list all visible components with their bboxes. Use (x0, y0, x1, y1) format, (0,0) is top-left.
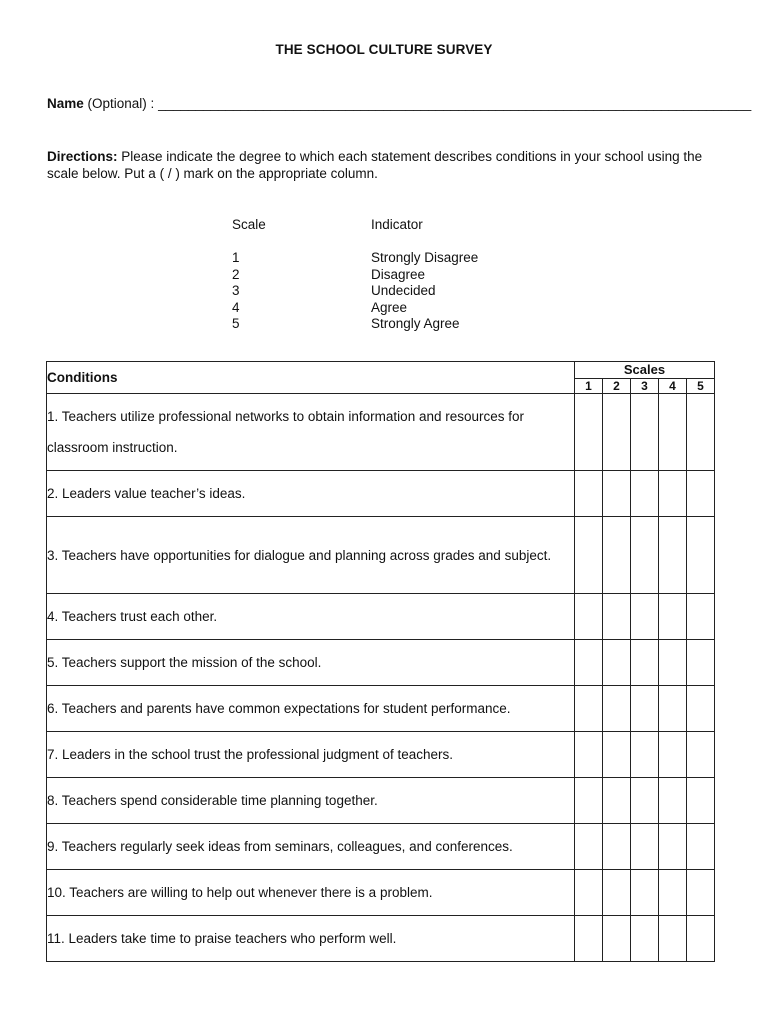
rating-box-3[interactable] (631, 916, 659, 962)
rating-box-3[interactable] (631, 394, 659, 471)
table-row (47, 517, 715, 594)
scale-number-header: 1 (575, 378, 603, 393)
table-header-row (47, 362, 715, 379)
rating-box-5[interactable] (687, 517, 715, 594)
rating-box-2[interactable] (603, 916, 631, 962)
rating-box-4[interactable] (659, 471, 687, 517)
rating-box-1[interactable] (575, 394, 603, 471)
rating-box-1[interactable] (575, 778, 603, 824)
statement-cell: 6. Teachers and parents have common expectations for student performance. (47, 686, 575, 732)
rating-box-4[interactable] (659, 916, 687, 962)
statement-cell: 7. Leaders in the school trust the professional judgment of teachers. (47, 732, 575, 778)
rating-box-3[interactable] (631, 517, 659, 594)
rating-box-2[interactable] (603, 517, 631, 594)
rating-box-2[interactable] (603, 640, 631, 686)
table-row (47, 686, 715, 732)
rating-box-5[interactable] (687, 394, 715, 471)
name-field (47, 96, 752, 111)
indicator-header: Indicator (371, 217, 423, 232)
rating-box-4[interactable] (659, 394, 687, 471)
scale-indicator: Undecided (371, 283, 436, 299)
conditions-header: Conditions (47, 362, 575, 394)
statement-cell: 3. Teachers have opportunities for dialogue and planning across grades and subject. (47, 517, 575, 594)
statement-cell: 4. Teachers trust each other. (47, 594, 575, 640)
scale-value: 1 (232, 250, 240, 265)
scale-number-header: 2 (603, 378, 631, 393)
rating-box-3[interactable] (631, 640, 659, 686)
name-blank-line[interactable]: _______________________________________________________________________________ (158, 96, 752, 111)
scale-number-header: 4 (659, 378, 687, 393)
statement-cell: 8. Teachers spend considerable time planning together. (47, 778, 575, 824)
rating-box-5[interactable] (687, 870, 715, 916)
rating-box-2[interactable] (603, 824, 631, 870)
rating-box-3[interactable] (631, 870, 659, 916)
rating-box-2[interactable] (603, 471, 631, 517)
name-label: Name (47, 96, 84, 111)
scale-value: 3 (232, 283, 240, 299)
rating-box-2[interactable] (603, 394, 631, 471)
rating-box-5[interactable] (687, 778, 715, 824)
rating-box-4[interactable] (659, 870, 687, 916)
statement-cell: 5. Teachers support the mission of the school. (47, 640, 575, 686)
scale-indicator: Agree (371, 299, 408, 315)
rating-box-1[interactable] (575, 471, 603, 517)
rating-box-4[interactable] (659, 732, 687, 778)
rating-box-5[interactable] (687, 471, 715, 517)
rating-box-2[interactable] (603, 732, 631, 778)
table-row (47, 916, 715, 962)
rating-box-5[interactable] (687, 732, 715, 778)
name-optional-label: (Optional) : (83, 96, 159, 111)
rating-box-2[interactable] (603, 686, 631, 732)
scale-number-header: 3 (631, 378, 659, 393)
rating-box-5[interactable] (687, 640, 715, 686)
table-row (47, 778, 715, 824)
rating-box-5[interactable] (687, 916, 715, 962)
directions-label: Directions: (47, 149, 118, 164)
table-row (47, 824, 715, 870)
rating-box-3[interactable] (631, 686, 659, 732)
directions-text: Please indicate the degree to which each statement describes conditions in your school using the scale below. Put a ( / ) mark on the appropriate column. (47, 149, 703, 181)
statement-cell: 2. Leaders value teacher’s ideas. (47, 471, 575, 517)
statement-cell: 1. Teachers utilize professional networks to obtain information and resources for classroom instruction. (47, 394, 575, 471)
table-row (47, 732, 715, 778)
scale-number-header: 5 (687, 378, 715, 393)
table-row (47, 594, 715, 640)
rating-box-1[interactable] (575, 870, 603, 916)
table-row (47, 870, 715, 916)
rating-box-2[interactable] (603, 778, 631, 824)
statement-cell: 10. Teachers are willing to help out whenever there is a problem. (47, 870, 575, 916)
rating-box-3[interactable] (631, 824, 659, 870)
rating-box-1[interactable] (575, 594, 603, 640)
rating-box-3[interactable] (631, 471, 659, 517)
rating-box-3[interactable] (631, 594, 659, 640)
rating-box-3[interactable] (631, 778, 659, 824)
scale-indicator: Strongly Disagree (371, 250, 479, 265)
rating-box-4[interactable] (659, 686, 687, 732)
rating-box-2[interactable] (603, 870, 631, 916)
rating-box-1[interactable] (575, 640, 603, 686)
statement-cell: 11. Leaders take time to praise teachers who perform well. (47, 916, 575, 962)
table-row (47, 471, 715, 517)
rating-box-1[interactable] (575, 686, 603, 732)
scale-value: 5 (232, 316, 240, 332)
scale-value: 4 (232, 299, 240, 315)
rating-box-1[interactable] (575, 916, 603, 962)
rating-box-5[interactable] (687, 594, 715, 640)
rating-box-4[interactable] (659, 824, 687, 870)
table-row (47, 394, 715, 471)
directions (47, 149, 719, 182)
rating-box-5[interactable] (687, 686, 715, 732)
page-title: THE SCHOOL CULTURE SURVEY (275, 42, 493, 57)
rating-box-1[interactable] (575, 517, 603, 594)
rating-box-4[interactable] (659, 517, 687, 594)
rating-box-5[interactable] (687, 824, 715, 870)
rating-box-4[interactable] (659, 640, 687, 686)
scales-header: Scales (575, 362, 715, 379)
scale-indicator: Strongly Agree (371, 316, 460, 332)
rating-box-1[interactable] (575, 732, 603, 778)
scale-header: Scale (232, 217, 266, 232)
survey-table (46, 361, 715, 962)
scale-indicator: Disagree (371, 266, 426, 282)
rating-box-2[interactable] (603, 594, 631, 640)
statement-cell: 9. Teachers regularly seek ideas from seminars, colleagues, and conferences. (47, 824, 575, 870)
scale-value: 2 (232, 266, 240, 282)
rating-box-3[interactable] (631, 732, 659, 778)
table-row (47, 640, 715, 686)
rating-box-1[interactable] (575, 824, 603, 870)
rating-box-4[interactable] (659, 778, 687, 824)
rating-box-4[interactable] (659, 594, 687, 640)
